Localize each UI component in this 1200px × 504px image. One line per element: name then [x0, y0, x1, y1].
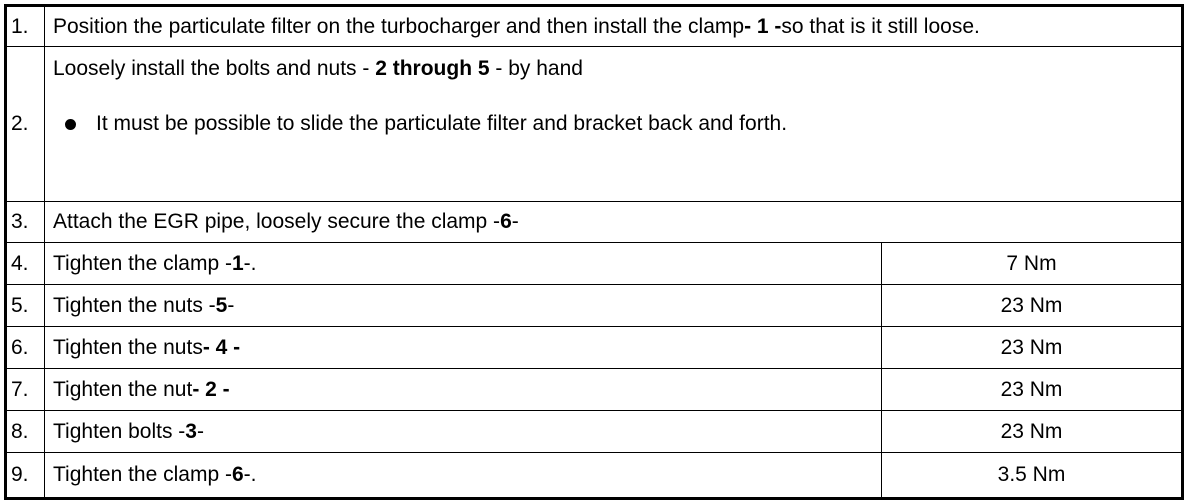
torque-value: 7 Nm [1006, 251, 1057, 275]
torque-value: 23 Nm [1000, 293, 1063, 317]
table-row [7, 411, 1181, 453]
step-text [45, 7, 1181, 46]
step-text-part: Tighten the nuts [53, 335, 203, 359]
step-text-bold: 6 [500, 210, 512, 233]
step-text-part: Loosely install the bolts and nuts - [53, 57, 376, 80]
step-number: 7. [7, 369, 45, 410]
step-text [45, 47, 1181, 201]
step-text-part: - [511, 210, 519, 233]
step-text-part: Tighten the clamp - [53, 251, 232, 275]
table-row [7, 7, 1181, 47]
step-text-bold: 3 [185, 419, 197, 443]
step-text-part: Position the particulate filter on the turbocharger and then install the clamp [53, 14, 745, 38]
torque-value: 23 Nm [1000, 419, 1063, 443]
step-text-part: - [196, 419, 204, 443]
table-row [7, 327, 1181, 369]
table-row [7, 285, 1181, 327]
bullet-dot-icon [65, 119, 76, 130]
step-text [45, 243, 882, 284]
step-text [45, 285, 882, 326]
bullet-item [65, 112, 787, 136]
bullet-text: It must be possible to slide the particulate filter and bracket back and forth. [96, 112, 788, 135]
step-text-part: -. [243, 463, 257, 486]
step-text-part: Tighten bolts - [53, 419, 186, 443]
step-number: 1. [7, 7, 45, 46]
step-text-bold: 1 [231, 251, 244, 275]
torque-value: 23 Nm [1000, 335, 1063, 359]
table-row [7, 202, 1181, 243]
instruction-table [4, 4, 1184, 500]
table-row [7, 453, 1181, 497]
table-row [7, 243, 1181, 285]
table-row [7, 369, 1181, 411]
step-text-part: so that is it still loose. [781, 14, 980, 38]
table-row [7, 47, 1181, 202]
step-text-bold: 2 through 5 [375, 57, 490, 80]
step-number: 8. [7, 411, 45, 452]
step-text-bold: 5 [215, 293, 228, 317]
step-number: 2. [7, 47, 45, 201]
step-text [45, 327, 882, 368]
torque-value: 23 Nm [1000, 377, 1063, 401]
step-text-part: Attach the EGR pipe, loosely secure the clamp - [53, 210, 501, 233]
step-text [45, 453, 882, 497]
step-text-bold: - 2 - [192, 377, 230, 401]
step-number: 6. [7, 327, 45, 368]
step-text [45, 369, 882, 410]
step-text-part: -. [243, 251, 257, 275]
step-text-part: - [227, 293, 235, 317]
step-number: 3. [7, 202, 45, 242]
torque-value: 3.5 Nm [997, 463, 1066, 486]
step-text-bold: 6 [231, 463, 244, 486]
step-text-part: Tighten the nut [53, 377, 193, 401]
step-number: 9. [7, 453, 45, 497]
step-text-part: Tighten the clamp - [53, 463, 232, 486]
step-number: 5. [7, 285, 45, 326]
step-text [45, 411, 882, 452]
step-number: 4. [7, 243, 45, 284]
step-main-line [53, 57, 583, 81]
step-text-part: Tighten the nuts - [53, 293, 216, 317]
step-text-bold: - 4 - [202, 335, 241, 359]
step-text-bold: - 1 - [744, 14, 782, 38]
step-text [45, 202, 1181, 242]
step-text-part: - by hand [489, 57, 583, 80]
